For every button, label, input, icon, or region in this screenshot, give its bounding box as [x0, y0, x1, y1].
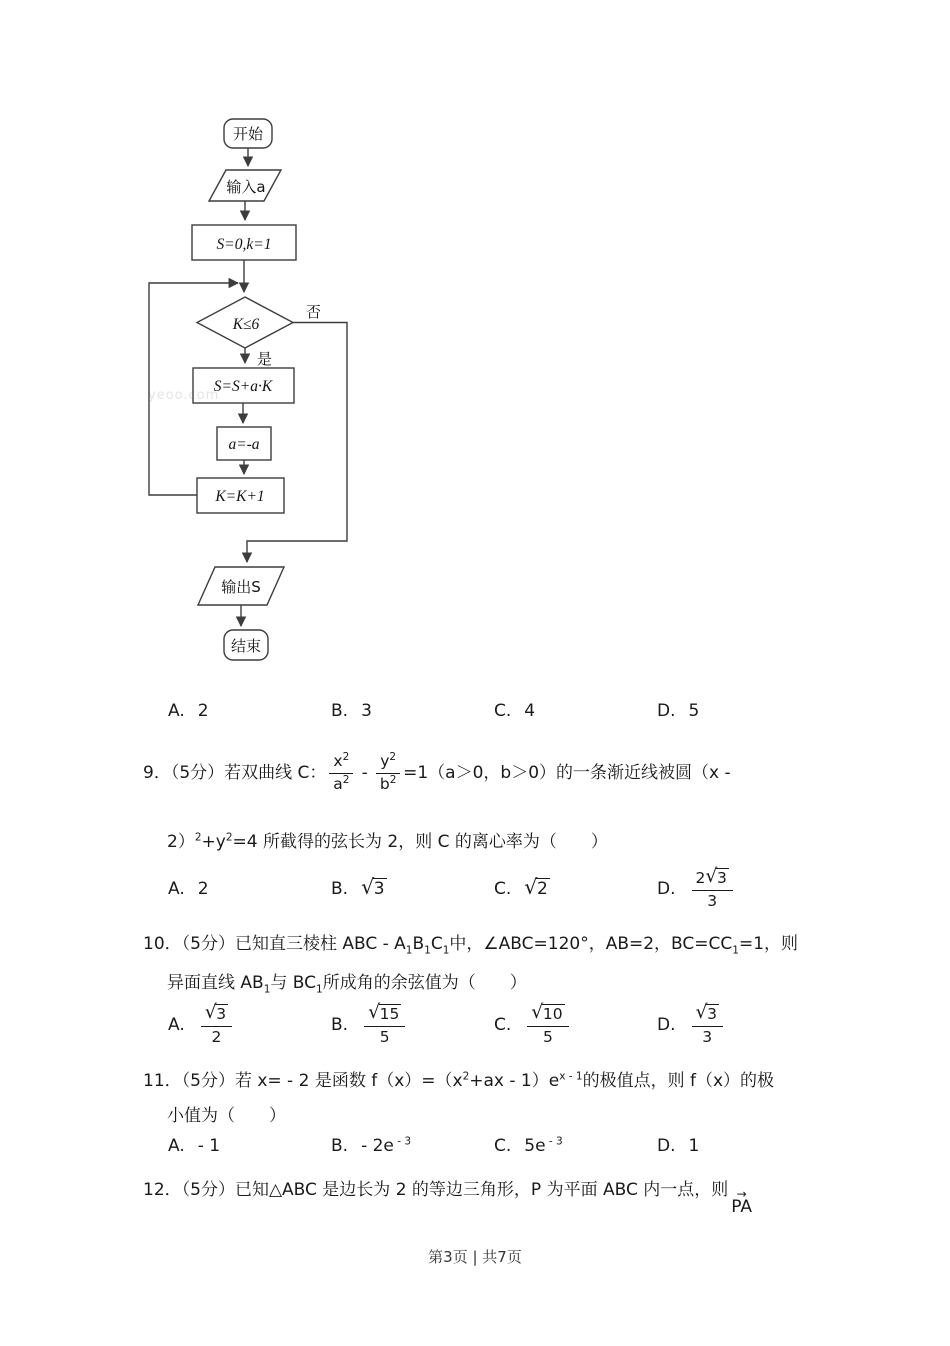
superscript: 2	[194, 831, 202, 844]
radical-sign-icon: √	[524, 874, 538, 899]
math-text: =1（a＞0，b＞0）的一条渐近线被圆（x -	[403, 762, 731, 783]
option-value	[198, 701, 209, 721]
question-11-options	[168, 1136, 820, 1156]
option-value	[524, 701, 535, 721]
math-text: 10．（5分）已知直三棱柱 ABC - A	[143, 934, 406, 954]
math-text: +y	[201, 832, 226, 852]
question-11-line-1	[143, 1068, 774, 1094]
numerator	[364, 1000, 405, 1027]
option-C	[494, 1000, 657, 1050]
option-letter: D.	[657, 879, 676, 899]
yes-branch-label: 是	[257, 350, 273, 368]
flowchart-node-end	[224, 630, 268, 660]
output-label: 输出S	[221, 578, 261, 596]
option-letter: B.	[331, 701, 349, 721]
flowchart-node-condition	[197, 297, 293, 348]
question-10-line-1	[143, 931, 798, 957]
vector-name: PA	[731, 1197, 753, 1217]
radicand: 3	[716, 868, 727, 887]
fraction	[692, 1000, 723, 1047]
math-text: C	[430, 934, 443, 954]
question-10-line-2	[167, 970, 527, 996]
option-letter: C.	[494, 879, 512, 899]
numerator	[376, 752, 400, 774]
numerator	[329, 752, 353, 774]
radical-sign-icon: √	[204, 1000, 217, 1023]
watermark: yeoo.com	[148, 388, 220, 403]
option-B	[331, 1136, 494, 1156]
math-text: 9．（5分）若双曲线 C：	[143, 762, 327, 783]
option-D	[657, 1136, 820, 1156]
math-text: 中，∠ABC=120°，AB=2，BC=CC	[449, 934, 733, 954]
square-root	[524, 874, 550, 900]
math-text: 12．（5分）已知△ABC 是边长为 2 的等边三角形，P 为平面 ABC 内一点，则	[143, 1180, 729, 1200]
option-C	[494, 701, 657, 721]
option-A	[168, 1136, 331, 1156]
option-D	[657, 701, 820, 721]
flowchart-node-start	[224, 119, 272, 148]
option-A	[168, 862, 331, 916]
option-letter: A.	[168, 1136, 185, 1156]
option-value	[524, 874, 550, 900]
question-9-options	[168, 862, 820, 916]
page-footer: 第3页 | 共7页	[428, 1248, 522, 1266]
option-B	[331, 862, 494, 916]
denominator	[212, 1027, 222, 1047]
radicand: 3	[373, 878, 385, 899]
math-text: 2	[211, 1028, 222, 1047]
square-root	[368, 1000, 401, 1024]
fraction	[527, 1000, 568, 1047]
numerator	[527, 1000, 568, 1027]
math-text: 1	[688, 1136, 700, 1156]
end-label: 结束	[230, 637, 262, 655]
superscript: 2	[342, 773, 350, 786]
vector-arrow-icon: →	[736, 1187, 747, 1201]
math-text: 2	[695, 868, 706, 887]
math-text: 5	[688, 701, 700, 721]
math-text: x	[333, 752, 343, 770]
math-text: 11．（5分）若 x= - 2 是函数 f（x）=（x	[143, 1071, 463, 1091]
start-label: 开始	[232, 125, 264, 143]
radical-sign-icon: √	[531, 1000, 544, 1023]
subscript: 1	[405, 944, 413, 957]
flowchart-svg	[140, 110, 400, 670]
option-letter: C.	[494, 1015, 512, 1035]
option-C	[494, 1136, 657, 1156]
math-text: -	[356, 762, 374, 783]
math-text: B	[412, 934, 425, 954]
square-root	[705, 864, 728, 888]
radical-sign-icon: √	[361, 874, 375, 899]
option-letter: C.	[494, 1136, 512, 1156]
math-text: 3	[707, 892, 718, 911]
input-label: 输入a	[226, 178, 266, 196]
math-text: =1，则	[738, 934, 799, 954]
option-B	[331, 1000, 494, 1050]
vector	[731, 1187, 753, 1217]
superscript: 2	[389, 773, 397, 786]
radicand: 2	[537, 878, 548, 899]
option-value	[198, 879, 209, 899]
flowchart-node-output	[198, 567, 284, 605]
option-letter: D.	[657, 1015, 676, 1035]
radicand: 10	[542, 1004, 563, 1023]
math-text: 5e	[524, 1136, 546, 1156]
radicand: 3	[216, 1004, 227, 1023]
fraction	[329, 752, 353, 794]
step1-label: S=S+a·K	[213, 378, 273, 395]
math-text: 小值为（ ）	[167, 1106, 286, 1126]
subscript: 1	[263, 983, 271, 996]
flowchart-node-step3	[197, 478, 284, 513]
option-value	[361, 1000, 408, 1047]
fraction	[692, 864, 733, 911]
option-letter: D.	[657, 1136, 676, 1156]
math-text: y	[380, 752, 390, 770]
fraction	[364, 1000, 405, 1047]
math-text: +ax - 1）e	[469, 1071, 560, 1091]
algorithm-flowchart	[140, 110, 400, 670]
superscript: x - 1	[559, 1070, 583, 1083]
option-value	[361, 874, 387, 900]
math-text: 2	[197, 879, 209, 899]
option-letter: B.	[331, 1015, 349, 1035]
subscript: 1	[424, 944, 431, 957]
math-text: 5	[542, 1028, 553, 1047]
square-root	[204, 1000, 228, 1024]
math-text: 的极值点，则 f（x）的极	[582, 1071, 775, 1091]
option-A	[168, 1000, 331, 1050]
denominator	[707, 891, 717, 911]
flowchart-node-init	[192, 225, 296, 260]
math-text: - 2e	[361, 1136, 394, 1156]
option-letter: D.	[657, 701, 676, 721]
option-value	[361, 701, 372, 721]
math-text: b	[379, 774, 390, 793]
option-value	[524, 1000, 571, 1047]
radicand: 3	[707, 1004, 717, 1023]
numerator	[201, 1000, 232, 1027]
math-text: =4 所截得的弦长为 2，则 C 的离心率为（ ）	[232, 832, 608, 852]
superscript: - 3	[393, 1135, 412, 1148]
math-text: 与 BC	[270, 973, 317, 993]
math-text: 5	[379, 1028, 390, 1047]
superscript: 2	[462, 1070, 470, 1083]
option-A	[168, 701, 331, 721]
math-text: 2）	[167, 832, 195, 852]
superscript: 2	[342, 750, 350, 763]
fraction	[201, 1000, 232, 1047]
option-D	[657, 862, 820, 916]
step2-label: a=-a	[228, 436, 260, 453]
math-text: - 1	[197, 1136, 221, 1156]
question-8-options	[168, 701, 820, 721]
denominator	[380, 1027, 390, 1047]
radicand: 15	[379, 1004, 400, 1023]
flowchart-node-step2	[217, 427, 271, 460]
no-branch-label: 否	[306, 303, 322, 321]
option-C	[494, 862, 657, 916]
option-B	[331, 701, 494, 721]
question-12-line-1	[143, 1177, 752, 1217]
option-letter: A.	[168, 701, 185, 721]
radical-sign-icon: √	[695, 1000, 708, 1023]
option-value	[689, 701, 700, 721]
flowchart-node-input	[209, 170, 281, 201]
subscript: 1	[442, 944, 450, 957]
math-text: a	[333, 774, 343, 793]
option-value	[689, 1136, 700, 1156]
question-9-line-1	[143, 752, 731, 794]
denominator	[333, 774, 349, 794]
option-letter: B.	[331, 1136, 349, 1156]
superscript: 2	[389, 750, 397, 763]
denominator	[380, 774, 397, 794]
math-text: 4	[524, 701, 536, 721]
option-letter: B.	[331, 879, 349, 899]
numerator	[692, 864, 733, 891]
option-value	[198, 1136, 220, 1156]
math-text: 异面直线 AB	[167, 973, 264, 993]
fraction	[376, 752, 400, 794]
question-9-line-2	[167, 829, 608, 855]
subscript: 1	[316, 983, 323, 996]
subscript: 1	[732, 944, 739, 957]
option-value	[689, 864, 736, 911]
option-value	[689, 1000, 726, 1047]
option-value	[524, 1136, 562, 1156]
radical-sign-icon: √	[368, 1000, 381, 1023]
superscript: 2	[225, 831, 233, 844]
math-text: 2	[197, 701, 209, 721]
math-text: 3	[361, 701, 372, 721]
option-letter: C.	[494, 701, 512, 721]
superscript: - 3	[545, 1135, 563, 1148]
option-letter: A.	[168, 1015, 185, 1035]
square-root	[361, 874, 387, 900]
option-letter: A.	[168, 879, 185, 899]
option-D	[657, 1000, 820, 1050]
square-root	[531, 1000, 564, 1024]
question-10-options	[168, 1000, 820, 1050]
numerator	[692, 1000, 723, 1027]
denominator	[702, 1027, 712, 1047]
square-root	[695, 1000, 719, 1024]
radical-sign-icon: √	[705, 864, 718, 887]
step3-label: K=K+1	[215, 488, 265, 505]
option-value	[361, 1136, 411, 1156]
denominator	[543, 1027, 553, 1047]
option-value	[198, 1000, 235, 1047]
init-label: S=0,k=1	[216, 236, 272, 253]
flowchart-node-step1	[193, 368, 294, 403]
question-11-line-2	[167, 1103, 286, 1129]
math-text: 所成角的余弦值为（ ）	[322, 973, 527, 993]
math-text: 3	[702, 1028, 713, 1047]
condition-label: K≤6	[232, 316, 260, 333]
